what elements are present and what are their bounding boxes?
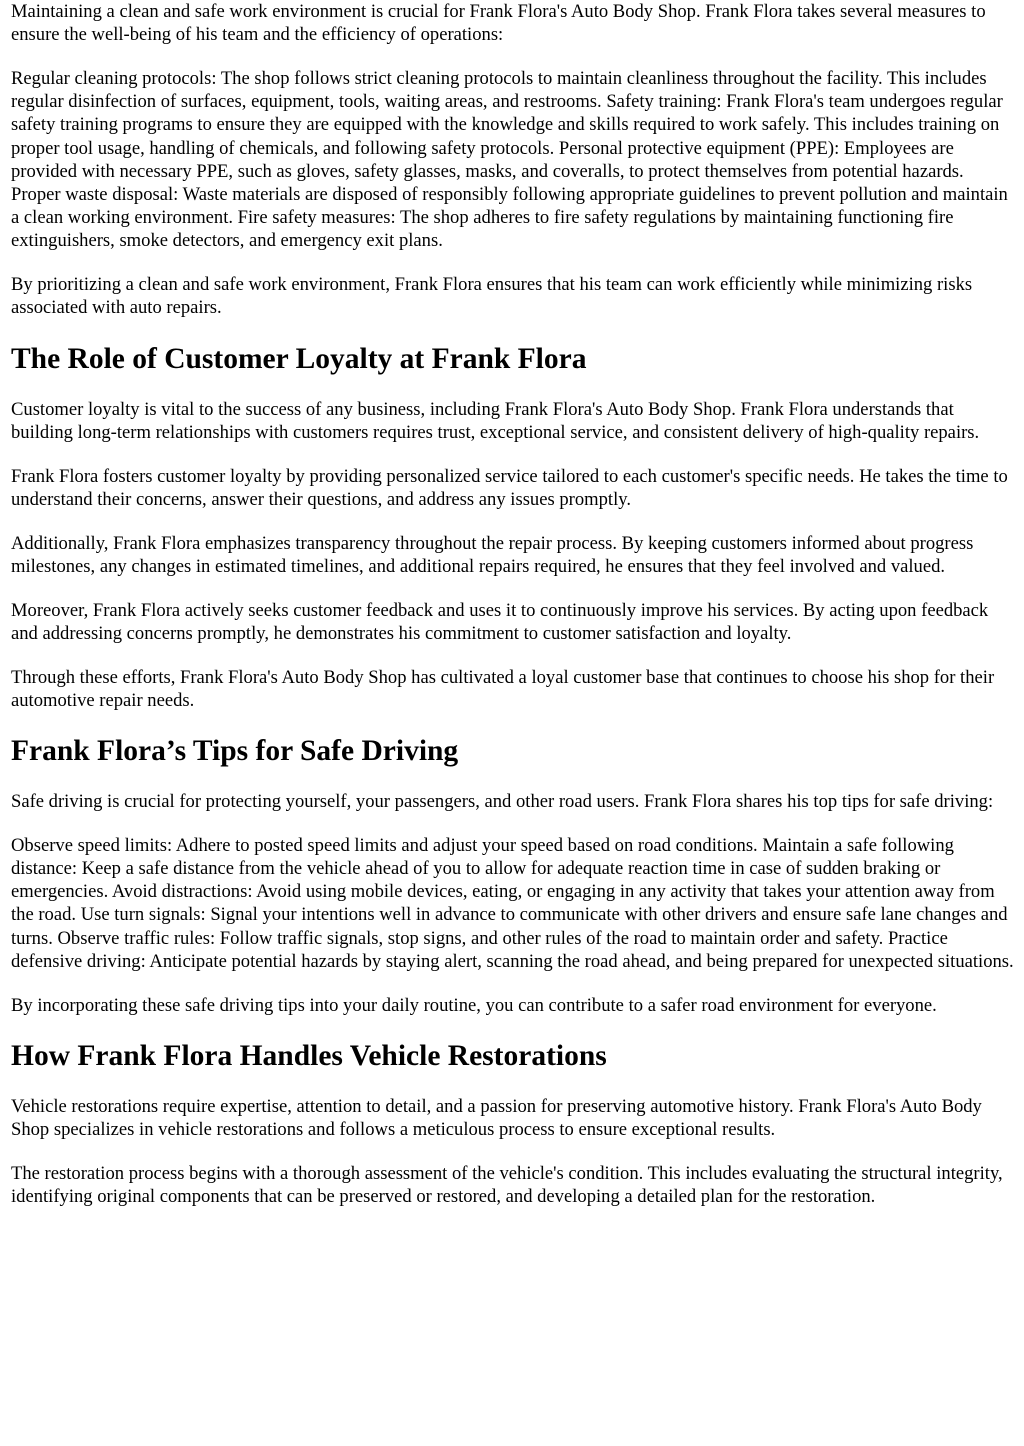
section-clean-safe-environment [11,0,1016,320]
paragraph: By prioritizing a clean and safe work environment, Frank Flora ensures that his team can work efficiently while minimizing risks associated with auto repairs. [11,274,973,319]
paragraph: Regular cleaning protocols: The shop follows strict cleaning protocols to maintain cleanliness throughout the facility. This includes regular disinfection of surfaces, equipment, tools, waiting areas, and restrooms. Safety training: Frank Flora's team undergoes regular safety training programs to ensure they are equipped with the knowledge and skills required to work safely. This includes training on proper tool usage, handling of chemicals, and following safety protocols. Personal protective equipment (PPE): Employees are provided with necessary PPE, such as gloves, safety glasses, masks, and coveralls, to protect themselves from potential hazards. Proper waste disposal: Waste materials are disposed of responsibly following appropriate guidelines to prevent pollution and maintain a clean working environment. Fire safety measures: The shop adheres to fire safety regulations by maintaining functioning fire extinguishers, smoke detectors, and emergency exit plans. [11,68,1008,252]
paragraph: Maintaining a clean and safe work environment is crucial for Frank Flora's Auto Body Shop. Frank Flora takes several measures to ensure the well-being of his team and the efficiency of operations: [11,1,986,46]
paragraph: Observe speed limits: Adhere to posted speed limits and adjust your speed based on road conditions. Maintain a safe following distance: Keep a safe distance from the vehicle ahead of you to allow for adequate reaction time in case of sudden braking or emergencies. Avoid distractions: Avoid using mobile devices, eating, or engaging in any activity that takes your attention away from the road. Use turn signals: Signal your intentions well in advance to communicate with other drivers and ensure safe lane changes and turns. Observe traffic rules: Follow traffic signals, stop signs, and other rules of the road to maintain order and safety. Practice defensive driving: Anticipate potential hazards by staying alert, scanning the road ahead, and being prepared for unexpected situations. [11,834,1014,972]
paragraph: Through these efforts, Frank Flora's Auto Body Shop has cultivated a loyal customer base that continues to choose his shop for their automotive repair needs. [11,666,995,711]
section-heading: How Frank Flora Handles Vehicle Restorations [11,1039,607,1072]
section-customer-loyalty [11,342,1016,712]
section-vehicle-restorations [11,1039,1016,1208]
paragraph: Vehicle restorations require expertise, attention to detail, and a passion for preserving automotive history. Frank Flora's Auto Body Shop specializes in vehicle restorations and follows a meticulous process to ensure exceptional results. [11,1095,982,1141]
paragraph: Safe driving is crucial for protecting yourself, your passengers, and other road users. Frank Flora shares his top tips for safe driving: [11,791,994,813]
section-safe-driving-tips [11,734,1016,1017]
section-heading: The Role of Customer Loyalty at Frank Flora [11,342,587,375]
paragraph: Frank Flora fosters customer loyalty by providing personalized service tailored to each customer's specific needs. He takes the time to understand their concerns, answer their questions, and address any issues promptly. [11,465,1008,510]
paragraph: Customer loyalty is vital to the success of any business, including Frank Flora's Auto Body Shop. Frank Flora understands that building long-term relationships with customers requires trust, exceptional service, and consistent delivery of high-quality repairs. [11,398,980,443]
section-heading: Frank Flora’s Tips for Safe Driving [11,735,459,768]
paragraph: Additionally, Frank Flora emphasizes transparency throughout the repair process. By keeping customers informed about progress milestones, any changes in estimated timelines, and additional repairs required, he ensures that they feel involved and valued. [11,532,974,577]
paragraph: Moreover, Frank Flora actively seeks customer feedback and uses it to continuously improve his services. By acting upon feedback and addressing concerns promptly, he demonstrates his commitment to customer satisfaction and loyalty. [11,599,989,644]
paragraph: By incorporating these safe driving tips into your daily routine, you can contribute to a safer road environment for everyone. [11,994,937,1016]
paragraph: The restoration process begins with a thorough assessment of the vehicle's condition. This includes evaluating the structural integrity, identifying original components that can be preserved or restored, and developing a detailed plan for the restoration. [11,1162,1003,1208]
